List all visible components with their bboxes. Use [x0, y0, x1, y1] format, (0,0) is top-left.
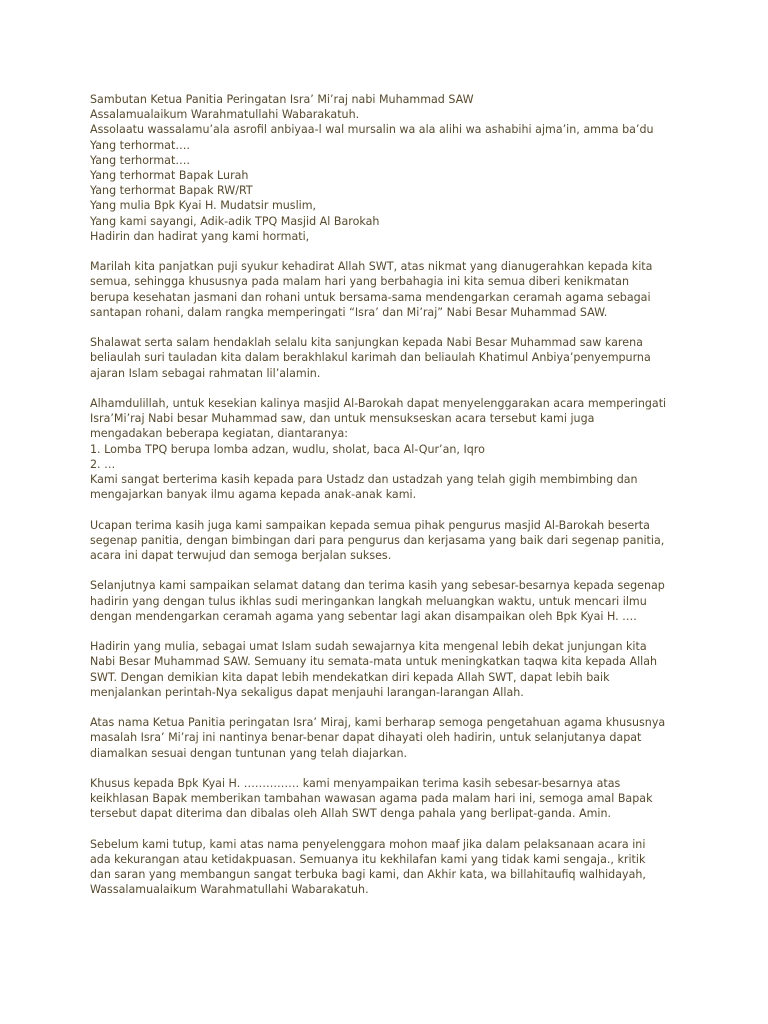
text-line: diamalkan sesuai dengan tuntunan yang telah diajarkan.	[90, 746, 408, 760]
address-line: Yang terhormat….	[90, 138, 190, 152]
address-line: Hadirin dan hadirat yang kami hormati,	[90, 229, 310, 243]
text-line: Alhamdulillah, untuk kesekian kalinya masjid Al-Barokah dapat menyelenggarakan acara memperingati	[90, 397, 667, 411]
address-line: Yang terhormat Bapak RW/RT	[90, 184, 253, 198]
text-line: Atas nama Ketua Panitia peringatan Isra’ Miraj, kami berharap semoga pengetahuan agama khususnya	[90, 716, 666, 730]
text-line: segenap panitia, dengan bimbingan dari para pengurus dan kerjasama yang baik dari segenap panitia,	[90, 533, 665, 547]
text-line: Marilah kita panjatkan puji syukur kehadirat Allah SWT, atas nikmat yang dianugerahkan kepada kita	[90, 260, 653, 274]
text-line: Sebelum kami tutup, kami atas nama penyelenggara mohon maaf jika dalam pelaksanaan acara ini	[90, 837, 646, 851]
text-line: dan saran yang membangun sangat terbuka bagi kami, dan Akhir kata, wa billahitaufiq walhidayah,	[90, 868, 646, 882]
text-line: keikhlasan Bapak memberikan tambahan wawasan agama pada malam hari ini, semoga amal Bapak	[90, 792, 653, 806]
document-title: Sambutan Ketua Panitia Peringatan Isra’ Mi’raj nabi Muhammad SAW	[90, 93, 474, 106]
text-line: berupa kesehatan jasmani dan rohani untuk bersama-sama mendengarkan ceramah agama sebagai	[90, 290, 651, 304]
text-line: Shalawat serta salam hendaklah selalu kita sanjungkan kepada Nabi Besar Muhammad saw karena	[90, 336, 643, 350]
paragraph-hope	[90, 715, 728, 761]
text-line: Selanjutnya kami sampaikan selamat datang dan terima kasih yang sebesar-besarnya kepada segenap	[90, 579, 665, 593]
address-line: Yang kami sayangi, Adik-adik TPQ Masjid Al Barokah	[90, 214, 380, 228]
paragraph-thanks-speaker	[90, 776, 728, 822]
paragraph-thanks-committee	[90, 518, 728, 564]
text-line: dengan mendengarkan ceramah agama yang sebentar lagi akan disampaikan oleh Bpk Kyai H. ….	[90, 609, 637, 623]
text-line: Nabi Besar Muhammad SAW. Semuany itu semata-mata untuk meningkatkan taqwa kita kepada Allah	[90, 655, 658, 669]
header-block	[90, 92, 728, 244]
text-line: masalah Isra’ Mi’raj ini nantinya benar-benar dapat dihayati oleh hadirin, untuk selanjutanya dapat	[90, 731, 642, 745]
paragraph-welcome	[90, 578, 728, 624]
closing-greeting: Wassalamualaikum Warahmatullahi Wabarakatuh.	[90, 883, 369, 897]
text-line: ada kekurangan atau ketidakpuasan. Semuanya itu kekhilafan kami yang tidak kami sengaja., kritik	[90, 853, 646, 867]
text-line: menjalankan perintah-Nya sekaligus dapat menjauhi larangan-larangan Allah.	[90, 685, 524, 699]
address-line: Yang mulia Bpk Kyai H. Mudatsir muslim,	[90, 199, 317, 213]
text-line: mengadakan beberapa kegiatan, diantaranya:	[90, 427, 348, 441]
text-line: Ucapan terima kasih juga kami sampaikan kepada semua pihak pengurus masjid Al-Barokah beserta	[90, 518, 650, 532]
paragraph-shalawat	[90, 335, 728, 381]
text-line: tersebut dapat diterima dan dibalas oleh Allah SWT denga pahala yang berlipat-ganda. Amin.	[90, 807, 612, 821]
text-line: Kami sangat berterima kasih kepada para Ustadz dan ustadzah yang telah gigih membimbing dan	[90, 473, 638, 487]
text-line: beliaulah suri tauladan kita dalam berakhlakul karimah dan beliaulah Khatimul Anbiya’penyempurna	[90, 351, 651, 365]
text-line: acara ini dapat terwujud dan semoga berjalan sukses.	[90, 549, 392, 563]
text-line: santapan rohani, dalam rangka memperingati “Isra’ dan Mi’raj” Nabi Besar Muhammad SAW.	[90, 305, 608, 319]
text-line: SWT. Dengan demikian kita dapat lebih mendekatkan diri kepada Allah SWT, dapat lebih baik	[90, 670, 610, 684]
text-line: Hadirin yang mulia, sebagai umat Islam sudah sewajarnya kita mengenal lebih dekat junjungan kita	[90, 640, 647, 654]
text-line: semua, sehingga khususnya pada malam hari yang berbahagia ini kita semua diberi kenikmatan	[90, 275, 629, 289]
text-line: Khusus kepada Bpk Kyai H. …………… kami menyampaikan terima kasih sebesar-besarnya atas	[90, 777, 621, 791]
paragraph-activities	[90, 396, 728, 502]
opening-salutation: Assolaatu wassalamu’ala asrofil anbiyaa-l wal mursalin wa ala alihi wa ashabihi ajma’in, amma ba’du	[90, 123, 654, 137]
text-line: hadirin yang dengan tulus ikhlas sudi meringankan langkah meluangkan waktu, untuk mencari ilmu	[90, 594, 647, 608]
text-line: Isra’Mi’raj Nabi besar Muhammad saw, dan untuk mensukseskan acara tersebut kami juga	[90, 412, 595, 426]
list-item: 1. Lomba TPQ berupa lomba adzan, wudlu, sholat, baca Al-Qur’an, Iqro	[90, 442, 485, 456]
paragraph-closing	[90, 837, 728, 898]
address-line: Yang terhormat….	[90, 153, 190, 167]
opening-greeting: Assalamualaikum Warahmatullahi Wabarakatuh.	[90, 108, 360, 122]
list-item: 2. …	[90, 457, 116, 471]
paragraph-prophet	[90, 639, 728, 700]
paragraph-gratitude	[90, 259, 728, 320]
text-line: ajaran Islam sebagai rahmatan lil’alamin.	[90, 366, 321, 380]
address-line: Yang terhormat Bapak Lurah	[90, 169, 249, 183]
text-line: mengajarkan banyak ilmu agama kepada anak-anak kami.	[90, 488, 417, 502]
